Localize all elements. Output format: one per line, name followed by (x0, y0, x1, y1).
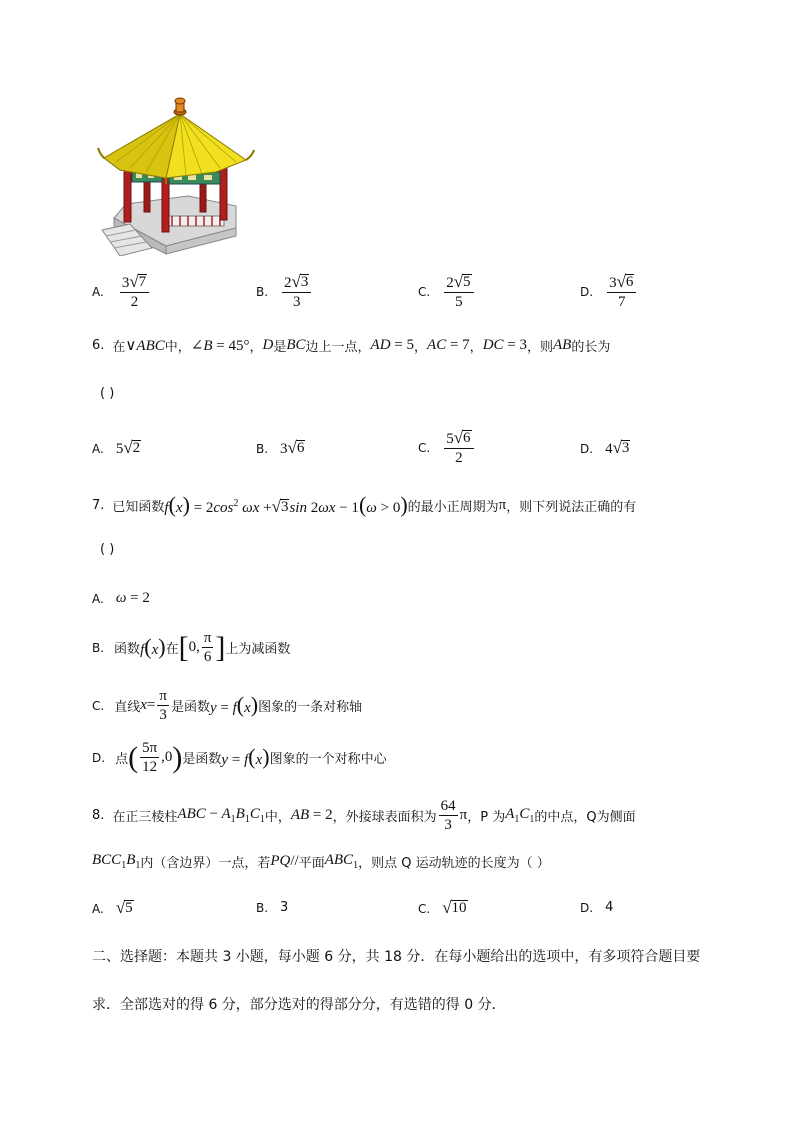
math-equation: AD = 5 (370, 337, 415, 353)
q8-stem-line1 (92, 798, 636, 833)
section-2-instructions-line1: 二、选择题：本题共 3 小题，每小题 6 分，共 18 分．在每小题给出的选项中，有多项符合题目要 (92, 949, 701, 965)
math-expression: $\frac{64}{3}$ π (440, 798, 468, 833)
stem-text: 中， (264, 810, 291, 825)
math-interval: [ 0, $\frac{\pi}{6}$ ] (178, 630, 226, 665)
math-expression: 3 √ 6 (280, 438, 305, 457)
question-number: 7. (92, 498, 105, 513)
math-expression: y = f(x) (209, 692, 259, 717)
option-label: D. (580, 442, 594, 456)
q7-option-a[interactable] (92, 590, 150, 607)
question-number: 6. (92, 338, 105, 353)
math-point: D (262, 337, 274, 353)
math-face: $BCC_1B_1$ (92, 852, 141, 871)
q7-option-c[interactable] (92, 688, 362, 723)
math-plane: $ABC_1$ (324, 852, 359, 871)
q8-stem-line2 (92, 852, 550, 871)
option-label: B. (256, 285, 269, 299)
option-label: B. (92, 640, 105, 655)
math-expression: 4 √ 3 (605, 438, 630, 457)
stem-text: 已知函数 (112, 500, 165, 515)
option-text: 图象的一条对称轴 (258, 700, 363, 715)
q7-stem (92, 494, 636, 517)
math-expression: √ 10 (442, 898, 467, 917)
option-text: 在 (165, 642, 179, 657)
q5-option-b[interactable] (256, 274, 313, 310)
math-pi: π (498, 497, 507, 513)
option-label: A. (92, 285, 104, 299)
q8-option-c[interactable] (418, 900, 468, 918)
q6-option-c[interactable] (418, 430, 476, 466)
option-text: 图象的一个对称中心 (269, 752, 387, 767)
q7-blank: ( ) (100, 542, 115, 557)
math-expression: 2 √ 3 3 (280, 274, 313, 310)
option-text: 上为减函数 (225, 642, 291, 657)
stem-text: 中， (164, 340, 191, 355)
q6-stem (92, 336, 610, 355)
stem-text: ，则 (527, 340, 554, 355)
math-segment: AB (553, 337, 572, 353)
math-expression: x = $\frac{\pi}{3}$ (140, 688, 167, 723)
stem-text: 是 (273, 340, 287, 355)
option-label: A. (92, 591, 104, 606)
stem-text: 边上一点， (305, 340, 371, 355)
stem-text: 的中点，Q为侧面 (534, 810, 636, 825)
q6-option-b[interactable] (256, 440, 305, 458)
option-value: 4 (605, 900, 614, 915)
stem-text: ， (249, 340, 263, 355)
math-expression: 3 √ 7 2 (118, 274, 151, 310)
math-equation: AB = 2 (290, 807, 333, 823)
math-expression: √ 5 (115, 898, 133, 917)
math-function-definition: $f(x) = 2\cos^2$ ωx + √ 3 sin 2ωx − 1(ω > 0) (164, 492, 408, 517)
stem-text: 内（含边界）一点，若 (140, 856, 271, 871)
math-expression: y = f(x) (221, 744, 270, 769)
math-expression: 2 √ 5 5 (442, 274, 475, 310)
option-label: C. (418, 441, 431, 455)
math-expression: 3 √ 6 7 (605, 274, 638, 310)
math-triangle: ∨ABC (125, 338, 165, 354)
q6-option-a[interactable] (92, 440, 141, 458)
math-equation: AC = 7 (427, 337, 470, 353)
stem-text: 的最小正周期为 (407, 500, 499, 515)
math-segment: BC (286, 337, 306, 353)
pavilion-illustration (96, 96, 256, 256)
stem-text: 的长为 (571, 340, 611, 355)
math-point: ( $\frac{5\pi}{12}$ ,0 ) (128, 740, 183, 775)
q8-option-b[interactable] (256, 900, 288, 915)
option-label: C. (418, 285, 431, 299)
q8-option-a[interactable] (92, 900, 134, 918)
math-angle: ∠B = 45° (190, 338, 250, 354)
stem-text: ， (414, 340, 428, 355)
option-value: 3 (280, 900, 289, 915)
question-number: 8. (92, 808, 105, 823)
q5-option-a[interactable] (92, 274, 151, 310)
stem-text: ，P 为 (467, 810, 506, 825)
q6-option-d[interactable] (580, 440, 630, 458)
option-text: 是函数 (182, 752, 222, 767)
option-label: B. (256, 442, 269, 456)
option-label: B. (256, 900, 269, 915)
stem-text: 平面 (298, 856, 325, 871)
math-equation: DC = 3 (482, 337, 527, 353)
stem-text: 在正三棱柱 (112, 810, 178, 825)
stem-text: ，外接球表面积为 (332, 810, 437, 825)
option-text: 直线 (114, 700, 141, 715)
math-expression: ω = 2 (115, 590, 150, 606)
option-label: D. (92, 750, 106, 765)
option-label: A. (92, 442, 104, 456)
q8-option-d[interactable] (580, 900, 613, 915)
math-expression: 5 √ 2 (115, 438, 141, 457)
q5-option-d[interactable] (580, 274, 638, 310)
option-label: C. (418, 902, 431, 916)
math-expression: f(x) (140, 634, 166, 659)
option-text: 是函数 (170, 700, 210, 715)
q7-option-b[interactable] (92, 630, 290, 665)
math-segment: $A_1C_1$ (505, 806, 535, 825)
stem-text: ，则下列说法正确的有 (506, 500, 637, 515)
q6-blank: ( ) (100, 386, 115, 401)
option-text: 点 (115, 752, 129, 767)
stem-text: 在 (112, 340, 126, 355)
section-2-instructions-line2: 求．全部选对的得 6 分，部分选对的得部分分，有选错的得 0 分． (92, 997, 506, 1013)
math-prism: ABC − $A_1B_1C_1$ (177, 806, 265, 825)
option-label: D. (580, 900, 594, 915)
math-parallel: PQ// (270, 853, 299, 869)
option-label: D. (580, 285, 594, 299)
option-text: 函数 (114, 642, 141, 657)
stem-text: ，则点 Q 运动轨迹的长度为（ ） (358, 856, 550, 871)
math-expression: 5 √ 6 2 (442, 430, 475, 466)
q7-option-d[interactable] (92, 740, 387, 775)
q5-option-c[interactable] (418, 274, 476, 310)
option-label: C. (92, 698, 105, 713)
option-label: A. (92, 902, 104, 916)
stem-text: ， (469, 340, 483, 355)
